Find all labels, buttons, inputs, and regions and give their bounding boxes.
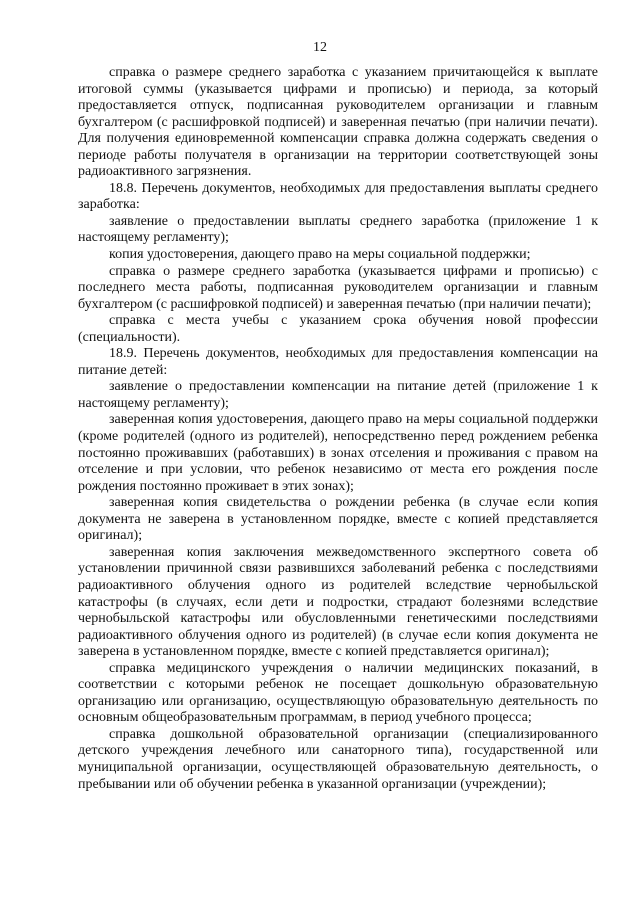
paragraph-id-copy: копия удостоверения, дающего право на меры социальной поддержки;: [109, 247, 531, 263]
paragraph-section-18-9-heading: 18.9. Перечень документов, необходимых для предоставления компенсации на питание детей:: [78, 346, 598, 378]
paragraph-study-certificate: справка с места учебы с указанием срока обучения новой профессии (специальности).: [78, 313, 598, 345]
page-number: 12: [313, 40, 327, 55]
paragraph-medical-certificate: справка медицинского учреждения о наличии медицинских показаний, в соответствии с которыми ребенок не посещает дошкольную образовательную организацию или организацию, осуществляющую образовательную деятельность по основным общеобразовательным программам, в период учебного процесса;: [78, 660, 598, 726]
paragraph-preschool-certificate: справка дошкольной образовательной организации (специализированного детского учреждения лечебного или санаторного типа), государственной или муниципальной организации, осуществляющей образовательную деятельность, о пребывании или об обучении ребенка в указанной организации (учреждении);: [78, 726, 598, 792]
paragraph-certified-id-copy: заверенная копия удостоверения, дающего право на меры социальной поддержки (кроме родителей (одного из родителей), непосредственно перед рождением ребенка постоянно проживавших (работавших) в зонах отселения и проживания с правом на отселение и при условии, что ребенок независимо от места его рождения после рождения постоянно проживает в этих зонах);: [78, 412, 598, 494]
paragraph-salary-reference: справка о размере среднего заработка (указывается цифрами и прописью) с последнего места работы, подписанная руководителем организации и главным бухгалтером (с расшифровкой подписей) и заверенная печатью (при наличии печати);: [78, 263, 598, 312]
paragraph-application-food: заявление о предоставлении компенсации на питание детей (приложение 1 к настоящему регламенту);: [78, 379, 598, 411]
document-body: [78, 65, 598, 793]
paragraph-salary-certificate: справка о размере среднего заработка с указанием причитающейся к выплате итоговой суммы (указывается цифрами и прописью) и периода, за который предоставляется отпуск, подписанная руководителем организации и главным бухгалтером (с расшифровкой подписей) и заверенная печатью (при наличии печати). Для получения единовременной компенсации справка должна содержать сведения о периоде работы получателя в организации на территории соответствующей зоны радиоактивного загрязнения.: [78, 65, 598, 180]
paragraph-application-salary: заявление о предоставлении выплаты среднего заработка (приложение 1 к настоящему регламенту);: [78, 213, 598, 246]
paragraph-section-18-8-heading: 18.8. Перечень документов, необходимых для предоставления выплаты среднего заработка:: [78, 180, 598, 213]
paragraph-expert-council: заверенная копия заключения межведомственного экспертного совета об установлении причинной связи развившихся заболеваний ребенка с последствиями радиоактивного облучения одного из родителей вследствие чернобыльской катастрофы (в случаях, если дети и подростки, страдают болезнями вследствие чернобыльской катастрофы или обусловленными генетическими последствиями радиоактивного облучения одного из родителей) (в случае если копия документа не заверена в установленном порядке, вместе с копией представляется оригинал);: [78, 544, 598, 660]
paragraph-birth-certificate: заверенная копия свидетельства о рождении ребенка (в случае если копия документа не заверена в установленном порядке, вместе с копией представляется оригинал);: [78, 495, 598, 544]
